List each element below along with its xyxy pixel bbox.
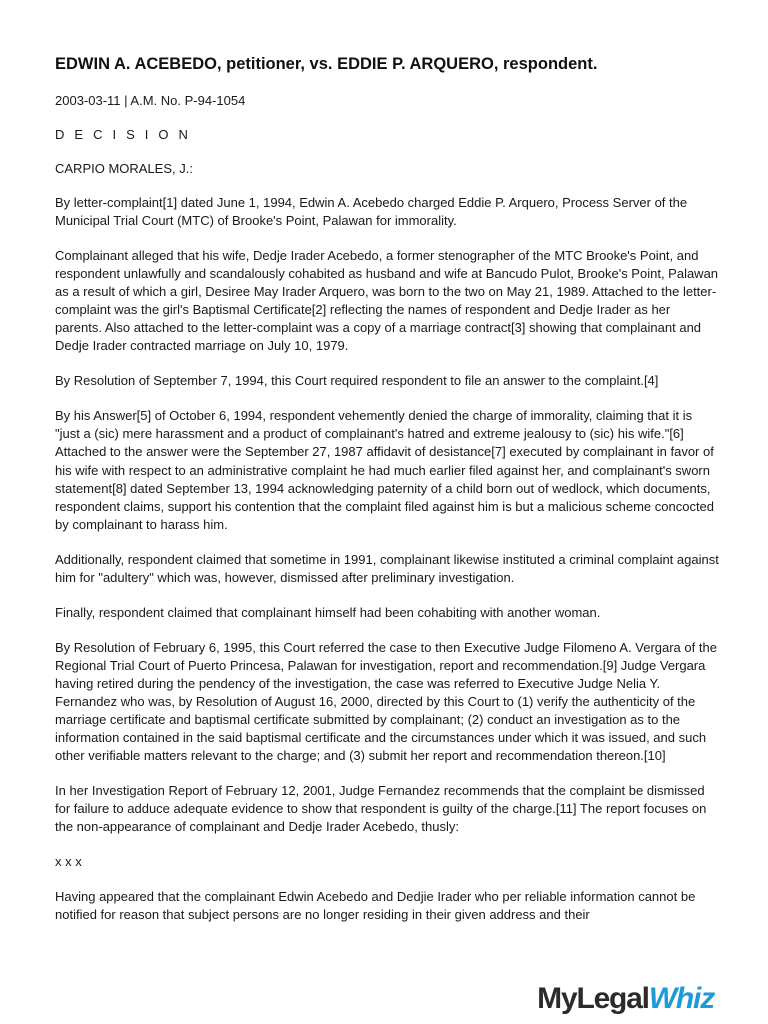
- paragraph: By Resolution of February 6, 1995, this Court referred the case to then Executive Judge Filomeno A. Vergara of the Regional Trial Court of Puerto Princesa, Palawan for investigation, report and recommendation.[9] Judge Vergara having retired during the pendency of the investigation, the case was referred to Executive Judge Nelia Y. Fernandez who was, by Resolution of August 16, 2000, directed by this Court to (1) verify the authenticity of the marriage certificate and baptismal certificate submitted by complainant; (2) conduct an investigation as to the information contained in the said baptismal certificate and the circumstances under which it was issued, and such other verifiable matters relevant to the charge; and (3) submit her report and recommendation thereon.[10]: [55, 639, 717, 764]
- logo-text-whiz: Whiz: [648, 982, 714, 1015]
- mylegalwhiz-logo[interactable]: [537, 981, 714, 1017]
- document-meta: 2003-03-11 | A.M. No. P-94-1054: [55, 93, 246, 108]
- paragraph: Additionally, respondent claimed that sometime in 1991, complainant likewise instituted a criminal complaint against him for "adultery" which was, however, dismissed after preliminary investigation.: [55, 551, 719, 585]
- ponente: CARPIO MORALES, J.:: [55, 161, 193, 176]
- logo-text-mylegal: MyLegal: [537, 982, 649, 1015]
- paragraph: By letter-complaint[1] dated June 1, 1994, Edwin A. Acebedo charged Eddie P. Arquero, Process Server of the Municipal Trial Court (MTC) of Brooke's Point, Palawan for immorality.: [55, 195, 688, 229]
- paragraph: By his Answer[5] of October 6, 1994, respondent vehemently denied the charge of immorality, claiming that it is "just a (sic) mere harassment and a product of complainant's hatred and extreme jealousy to (sic) his wife."[6] Attached to the answer were the September 27, 1987 affidavit of desistance[7] executed by complainant in favor of his wife with respect to an administrative complaint he had much earlier filed against her, and complainant's sworn statement[8] dated September 13, 1994 acknowledging paternity of a child born out of wedlock, which documents, respondent claims, support his contention that the complaint filed against him is but a malicious scheme concocted by complainant to harass him.: [55, 408, 715, 532]
- document-body: [55, 53, 720, 941]
- paragraph: In her Investigation Report of February 12, 2001, Judge Fernandez recommends that the complaint be dismissed for failure to adduce adequate evidence to show that respondent is guilty of the charge.[11] The report focuses on the non-appearance of complainant and Dedje Irader Acebedo, thusly:: [55, 783, 707, 835]
- paragraph: Having appeared that the complainant Edwin Acebedo and Dedjie Irader who per reliable information cannot be notified for reason that subject persons are no longer residing in their given address and their: [55, 888, 696, 923]
- paragraph: x x x: [55, 854, 82, 870]
- decision-heading: D E C I S I O N: [55, 127, 192, 142]
- paragraph: Complainant alleged that his wife, Dedje Irader Acebedo, a former stenographer of the MTC Brooke's Point, and respondent unlawfully and scandalously cohabited as husband and wife at Bancudo Pulot, Brooke's Point, Palawan as a result of which a girl, Desiree May Irader Arquero, was born to the two on May 21, 1989. Attached to the letter-complaint was the girl's Baptismal Certificate[2] reflecting the names of respondent and Dedje Irader as her parents. Also attached to the letter-complaint was a copy of a marriage contract[3] showing that complainant and Dedje Irader contracted marriage on July 10, 1979.: [55, 247, 719, 354]
- paragraph: Finally, respondent claimed that complainant himself had been cohabiting with another woman.: [55, 604, 601, 620]
- document-title: EDWIN A. ACEBEDO, petitioner, vs. EDDIE P. ARQUERO, respondent.: [55, 55, 598, 73]
- paragraph: By Resolution of September 7, 1994, this Court required respondent to file an answer to the complaint.[4]: [55, 373, 659, 389]
